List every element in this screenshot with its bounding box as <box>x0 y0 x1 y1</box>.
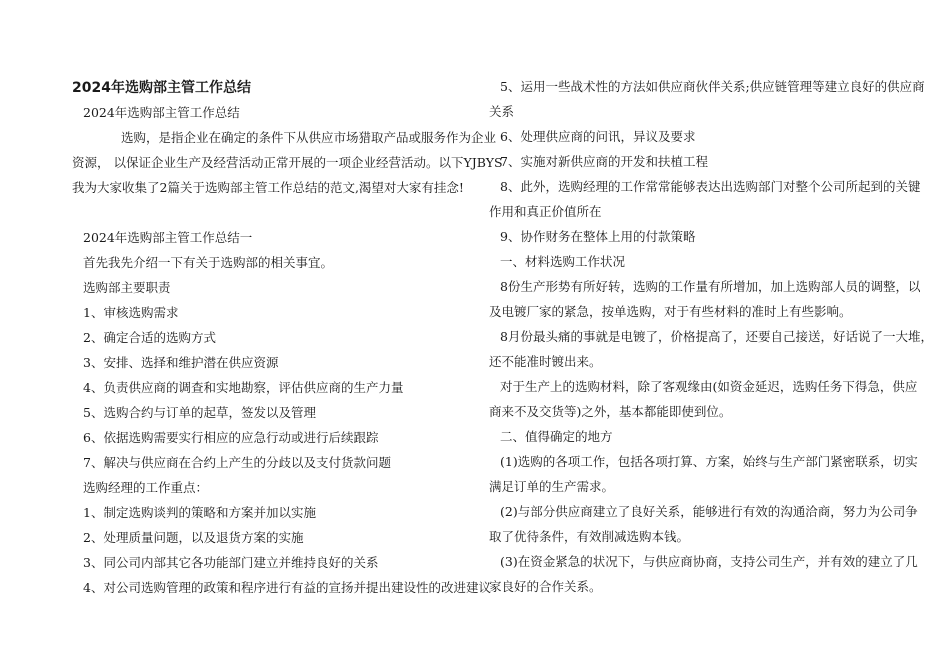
paragraph-line: 8月份最头痛的事就是电镀了，价格提高了，还要自己接送，好话说了一大堆， <box>500 329 933 344</box>
list-item-continuation: 关系 <box>489 104 515 119</box>
paragraph-line: 取了优待条件，有效削减选购本钱。 <box>489 529 690 544</box>
paragraph-line: 8份生产形势有所好转，选购的工作量有所增加，加上选购部人员的调整，以 <box>500 279 921 294</box>
intro-line-1: 选购，是指企业在确定的条件下从供应市场猎取产品或服务作为企业 <box>121 130 497 145</box>
paragraph-line: (3)在资金紧急的状况下，与供应商协商，支持公司生产，并有效的建立了几 <box>500 554 918 569</box>
list-item: 3、同公司内部其它各功能部门建立并维持良好的关系 <box>83 555 379 570</box>
list-item: 6、依据选购需要实行相应的应急行动或进行后续跟踪 <box>83 430 379 445</box>
paragraph-line: 对于生产上的选购材料，除了客观缘由(如资金延迟，选购任务下得急，供应 <box>500 379 918 394</box>
list-item: 3、安排、选择和维护潜在供应资源 <box>83 355 279 370</box>
paragraph-line: (1)选购的各项工作，包括各项打算、方案，始终与生产部门紧密联系，切实 <box>500 454 918 469</box>
list-item-continuation: 作用和真正价值所在 <box>489 204 602 219</box>
section-heading: 一、材料选购工作状况 <box>500 254 626 269</box>
list-item: 5、运用一些战术性的方法如供应商伙伴关系;供应链管理等建立良好的供应商 <box>500 79 925 94</box>
list-item: 1、审核选购需求 <box>83 305 179 320</box>
list-item: 2、确定合适的选购方式 <box>83 330 216 345</box>
list-item: 1、制定选购谈判的策略和方案并加以实施 <box>83 505 316 520</box>
list-item: 8、此外，选购经理的工作常常能够表达出选购部门对整个公司所起到的关键 <box>500 179 921 194</box>
section-heading: 二、值得确定的地方 <box>500 429 613 444</box>
list-item: 4、负责供应商的调查和实地勘察，评估供应商的生产力量 <box>83 380 404 395</box>
list-item: 5、选购合约与订单的起草，签发以及管理 <box>83 405 316 420</box>
list-item: 7、实施对新供应商的开发和扶植工程 <box>500 154 708 169</box>
paragraph-line: 商来不及交货等)之外，基本都能即使到位。 <box>489 404 732 419</box>
list-item: 2、处理质量问题，以及退货方案的实施 <box>83 530 304 545</box>
paragraph-line: 及电镀厂家的紧急，按单选购，对于有些材料的准时上有些影响。 <box>489 304 852 319</box>
paragraph-line: 首先我先介绍一下有关于选购部的相关事宜。 <box>83 255 334 270</box>
intro-line-3: 我为大家收集了2篇关于选购部主管工作总结的范文,渴望对大家有挂念! <box>72 180 464 195</box>
list-item: 7、解决与供应商在合约上产生的分歧以及支付货款问题 <box>83 455 391 470</box>
paragraph-line: 家良好的合作关系。 <box>489 579 602 594</box>
duties-heading: 选购部主要职责 <box>83 280 171 295</box>
paragraph-line: (2)与部分供应商建立了良好关系，能够进行有效的沟通洽商，努力为公司争 <box>500 504 918 519</box>
subtitle: 2024年选购部主管工作总结 <box>83 105 240 120</box>
list-item: 9、协作财务在整体上用的付款策略 <box>500 229 696 244</box>
list-item: 6、处理供应商的问讯，异议及要求 <box>500 129 696 144</box>
paragraph-line: 还不能准时镀出来。 <box>489 354 602 369</box>
document-title: 2024年选购部主管工作总结 <box>72 80 251 96</box>
list-item: 4、对公司选购管理的政策和程序进行有益的宣扬并提出建设性的改进建议 <box>83 580 491 595</box>
intro-line-2: 资源， 以保证企业生产及经营活动正常开展的一项企业经营活动。以下YJBYS <box>72 155 503 170</box>
paragraph-line: 满足订单的生产需求。 <box>489 479 615 494</box>
focus-heading: 选购经理的工作重点： <box>83 480 209 495</box>
section-heading-1: 2024年选购部主管工作总结一 <box>83 230 253 245</box>
